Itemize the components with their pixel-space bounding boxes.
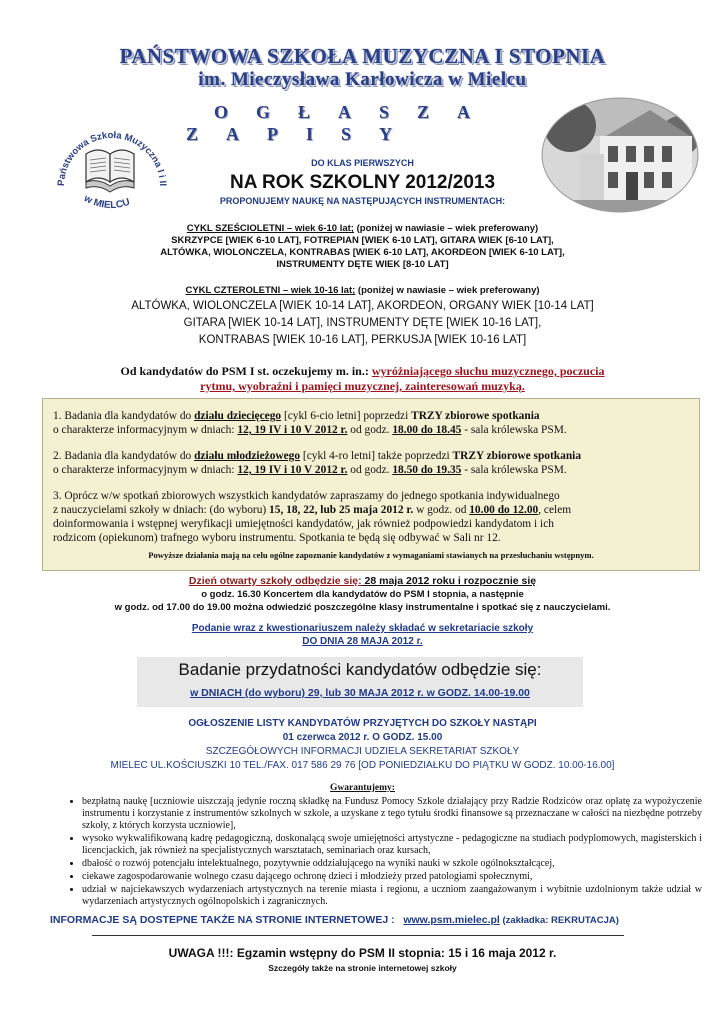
list-item: • bezpłatną naukę [uczniowie uiszczają jedynie roczną składkę na Fundusz Pomocy Szkole działający przy Radzie Rodziców oraz opłatę za wypożyczenie instrumentu i korzystanie z instrumentów szkolnych w szkole, a uzyskane z tego tytułu środki finansowe są przeznaczane w całości na niezbędne potrzeby szkoły, z których korzysta uczniowie],: [82, 796, 702, 832]
list-item: • ciekawe zagospodarowanie wolnego czasu dającego ochronę dzieci i młodzieży przed patologiami społecznymi,: [82, 871, 702, 883]
info-point-1: 1. Badania dla kandydatów do działu dziecięcego [cykl 6-cio letni] poprzedzi TRZY zbiorowe spotkania o charakterze informacyjnym w dniach: 12, 19 IV i 10 V 2012 r. od godz. 18.00 do 18.45 - sala królewska PSM.: [53, 410, 567, 436]
exam-box: [137, 657, 583, 707]
school-title: PAŃSTWOWA SZKOŁA MUZYCZNA I STOPNIA: [119, 44, 606, 68]
cycle-four-year-heading: CYKL CZTEROLETNI – wiek 10-16 lat; (poniżej w nawiasie – wiek preferowany): [185, 285, 540, 296]
list-item: • dbałość o rozwój potencjału intelektualnego, pozytywnie oddziałującego na wyniki nauki w szkole ogólnokształcącej,: [82, 858, 702, 870]
info-box-footer: Powyższe działania mają na celu ogólne zapoznanie kandydatów z wymaganiami stawianych na przesłuchaniu wstępnym.: [148, 550, 594, 560]
school-patron: im. Mieczysława Karłowicza w Mielcu: [198, 69, 527, 90]
info-point-3: 3. Oprócz w/w spotkań zbiorowych wszystkich kandydatów zapraszamy do jednego spotkania indywidualnego z nauczycielami szkoły w dniach: (do wyboru) 15, 18, 22, lub 25 maja 2012 r. w godz. od 10.00 do 12.00, celem doinformowania i wstępnej weryfikacji umiejętności kandydatów, jak również podpowiedzi kandydatom i ich rodzicom (opiekunom) trafnego wyboru instrumentu. Spotkania te będą się odbywać w Sali nr 12.: [53, 490, 572, 544]
cycle-four-year-instruments: ALTÓWKA, WIOLONCZELA [WIEK 10-14 LAT], AKORDEON, ORGANY WIEK [10-14 LAT] GITARA [WIEK 10-14 LAT], INSTRUMENTY DĘTE [WIEK 10-16 LAT], KONTRABAS [WIEK 10-16 LAT], PERKUSJA [WIEK 10-16 LAT]: [131, 300, 594, 346]
svg-text:w MIELCU: w MIELCU: [82, 193, 132, 212]
to-first-classes: DO KLAS PIERWSZYCH: [311, 158, 414, 168]
results-announcement: OGŁOSZENIE LISTY KANDYDATÓW PRZYJĘTYCH DO SZKOŁY NASTĄPI 01 czerwca 2012 r. O GODZ. 15.00 SZCZEGÓŁOWYCH INFORMACJI UDZIELA SEKRETARIAT SZKOŁY MIELEC UL.KOŚCIUSZKI 10 TEL./FAX. 017 586 29 76 [OD PONIEDZIAŁKU DO PIĄTKU W GODZ. 10.00-16.00]: [110, 718, 615, 771]
exam-title: Badanie przydatności kandydatów odbędzie się:: [178, 660, 542, 679]
internet-info: INFORMACJE SĄ DOSTEPNE TAKŻE NA STRONIE INTERNETOWEJ : www.psm.mielec.pl (zakładka: REKRUTACJA): [50, 914, 619, 926]
warning-exam: UWAGA !!!: Egzamin wstępny do PSM II stopnia: 15 i 16 maja 2012 r.: [168, 946, 557, 960]
candidate-expectations: Od kandydatów do PSM I st. oczekujemy m. in.: wyróżniającego słuchu muzycznego, poczucia rytmu, wyobraźni i pamięci muzycznej, zainteresowań muzyką.: [120, 364, 605, 393]
announce-heading: OGŁASZA: [214, 102, 499, 122]
warning-details: Szczegóły także na stronie internetowej szkoły: [268, 963, 457, 973]
guarantee-heading: Gwarantujemy:: [330, 783, 395, 793]
list-item: • wysoko wykwalifikowaną kadrę pedagogiczną, doskonalącą swoje umiejętności artystyczne - pedagogiczne na studiach podyplomowych, magisterskich i licencjackich, jak również na specjalistycznych warsztatach, seminariach oraz kursach,: [82, 833, 702, 857]
cycle-six-year: CYKL SZEŚCIOLETNI – wiek 6-10 lat; (poniżej w nawiasie – wiek preferowany) SKRZYPCE [WIEK 6-10 LAT], FOTREPIAN [WIEK 6-10 LAT], GITARA WIEK [6-10 LAT], ALTÓWKA, WIOLONCZELA, KONTRABAS [WIEK 6-10 LAT], AKORDEON [WIEK 6-10 LAT], INSTRUMENTY DĘTE WIEK [8-10 LAT]: [160, 223, 565, 270]
school-year-title: NA ROK SZKOLNY 2012/2013: [229, 172, 496, 193]
website-link[interactable]: www.psm.mielec.pl: [403, 914, 500, 926]
info-point-2: 2. Badania dla kandydatów do działu młodzieżowego [cykl 4-ro letni] także poprzedzi TRZY zbiorowe spotkania o charakterze informacyjnym w dniach: 12, 19 IV i 10 V 2012 r. od godz. 18.50 do 19.35 - sala królewska PSM.: [53, 450, 582, 476]
application-deadline: Podanie wraz z kwestionariuszem należy składać w sekretariacie szkoły DO DNIA 28 MAJA 2012 r.: [191, 623, 534, 647]
instruments-intro: PROPONUJEMY NAUKĘ NA NASTĘPUJĄCYCH INSTRUMENTACH:: [219, 196, 506, 206]
info-box: [42, 398, 700, 571]
guarantee-list: [60, 796, 702, 909]
enrollment-heading: ZAPISY: [186, 124, 421, 144]
open-day: Dzień otwarty szkoły odbędzie się: 28 maja 2012 roku i rozpocznie się o godz. 16.30 Koncertem dla kandydatów do PSM I stopnia, a następnie w godz. od 17.00 do 19.00 można odwiedzić poszczególne klasy instrumentalne i spotkać się z nauczycielami.: [114, 575, 611, 613]
list-item: • udział w najciekawszych wydarzeniach artystycznych na terenie miasta i regionu, a uczniom zaangażowanym i wybitnie uzdolnionym także udział w wydarzeniach artystycznych ogólnopolskich i zagranicznych.: [82, 884, 702, 908]
svg-text:Państwowa Szkoła Muzyczna I i: Państwowa Szkoła Muzyczna I i II: [55, 129, 169, 187]
divider: [92, 935, 624, 936]
exam-dates: w DNIACH (do wyboru) 29, lub 30 MAJA 2012 r. w GODZ. 14.00-19.00: [190, 687, 530, 699]
